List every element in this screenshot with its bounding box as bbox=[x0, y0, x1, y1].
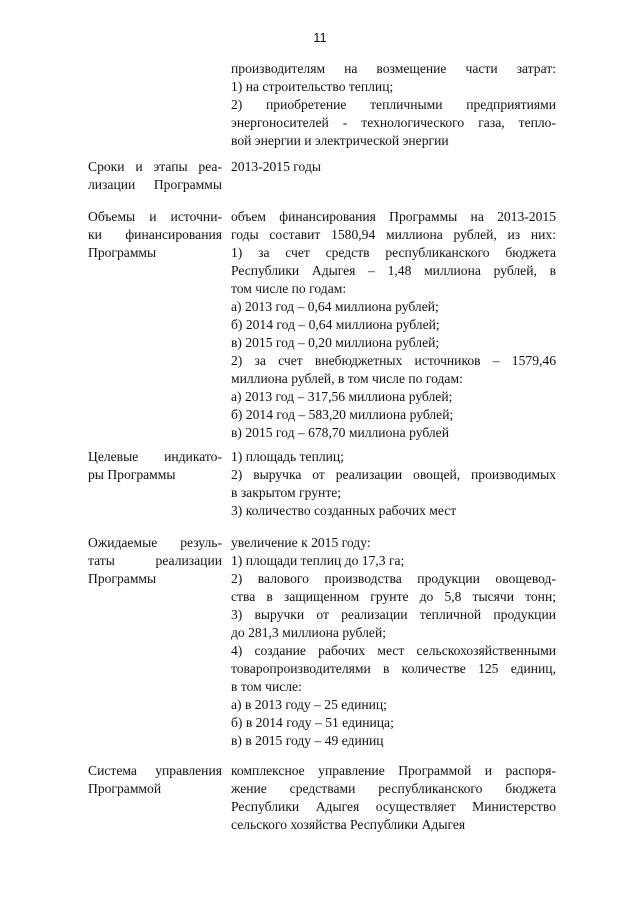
row-value-line: а) 2013 год – 0,64 миллиона рублей; bbox=[231, 299, 439, 314]
row-value-line: 2) за счет внебюджетных источников – 1579,46 bbox=[231, 353, 556, 368]
row-value-line: 2) выручка от реализации овощей, производимых bbox=[231, 467, 556, 482]
row-value-line: миллиона рублей, в том числе по годам: bbox=[231, 371, 463, 386]
row-label-line: ры Программы bbox=[88, 467, 176, 482]
row-value-line: а) в 2013 году – 25 единиц; bbox=[231, 697, 387, 712]
row-label-line: Программы bbox=[88, 245, 157, 260]
intro-line: производителям на возмещение части затрат: bbox=[231, 61, 556, 76]
row-value-line: комплексное управление Программой и распоря- bbox=[231, 763, 556, 778]
row-value-line: 4) создание рабочих мест сельскохозяйственными bbox=[231, 643, 556, 658]
row-value-line: в) 2015 год – 0,20 миллиона рублей; bbox=[231, 335, 440, 350]
row-value-line: 2013-2015 годы bbox=[231, 159, 321, 174]
row-value-line: 3) выручки от реализации тепличной продукции bbox=[231, 607, 556, 622]
intro-line: вой энергии и электрической энергии bbox=[231, 133, 449, 148]
row-value-line: Республики Адыгея – 1,48 миллиона рублей, в bbox=[231, 263, 556, 278]
row-label-line: лизации Программы bbox=[88, 177, 222, 192]
row-label-line: Ожидаемые резуль- bbox=[88, 535, 222, 550]
row-value-line: товаропроизводителями в количестве 125 единиц, bbox=[231, 661, 556, 676]
row-value-line: том числе по годам: bbox=[231, 281, 347, 296]
row-label-line: ки финансирования bbox=[88, 227, 222, 242]
row-value-line: в закрытом грунте; bbox=[231, 485, 342, 500]
row-label-line: Система управления bbox=[88, 763, 222, 778]
row-value-line: б) 2014 год – 583,20 миллиона рублей; bbox=[231, 407, 454, 422]
row-value-line: ства в защищенном грунте до 5,8 тысячи тонн; bbox=[231, 589, 556, 604]
row-label-line: Сроки и этапы реа- bbox=[88, 159, 222, 174]
row-value-line: 3) количество созданных рабочих мест bbox=[231, 503, 457, 518]
row-value-line: Республики Адыгея осуществляет Министерство bbox=[231, 799, 556, 814]
intro-line: 2) приобретение тепличными предприятиями bbox=[231, 97, 556, 112]
row-value-line: б) 2014 год – 0,64 миллиона рублей; bbox=[231, 317, 440, 332]
row-value-line: а) 2013 год – 317,56 миллиона рублей; bbox=[231, 389, 453, 404]
row-label-line: таты реализации bbox=[88, 553, 222, 568]
row-value-line: 1) площади теплиц до 17,3 га; bbox=[231, 553, 405, 568]
row-label-line: Объемы и источни- bbox=[88, 209, 222, 224]
row-value-line: объем финансирования Программы на 2013-2015 bbox=[231, 209, 556, 224]
intro-line: 1) на строительство теплиц; bbox=[231, 79, 394, 94]
row-value-line: 2) валового производства продукции овощевод- bbox=[231, 571, 556, 586]
row-value-line: увеличение к 2015 году: bbox=[231, 535, 371, 550]
row-value-line: жение средствами республиканского бюджета bbox=[231, 781, 556, 796]
row-value-line: в) 2015 год – 678,70 миллиона рублей bbox=[231, 425, 449, 440]
row-label-line: Программы bbox=[88, 571, 157, 586]
row-value-line: в) в 2015 году – 49 единиц bbox=[231, 733, 384, 748]
row-value-line: до 281,3 миллиона рублей; bbox=[231, 625, 387, 640]
page-number: 11 bbox=[313, 30, 327, 45]
row-label-line: Программой bbox=[88, 781, 162, 796]
intro-line: энергоносителей - технологического газа, тепло- bbox=[231, 115, 556, 130]
row-value-line: 1) площадь теплиц; bbox=[231, 449, 344, 464]
row-label-line: Целевые индикато- bbox=[88, 449, 222, 464]
row-value-line: в том числе: bbox=[231, 679, 302, 694]
row-value-line: 1) за счет средств республиканского бюджета bbox=[231, 245, 556, 260]
row-value-line: годы составит 1580,94 миллиона рублей, из них: bbox=[231, 227, 556, 242]
row-value-line: б) в 2014 году – 51 единица; bbox=[231, 715, 394, 730]
row-value-line: сельского хозяйства Республики Адыгея bbox=[231, 817, 466, 832]
